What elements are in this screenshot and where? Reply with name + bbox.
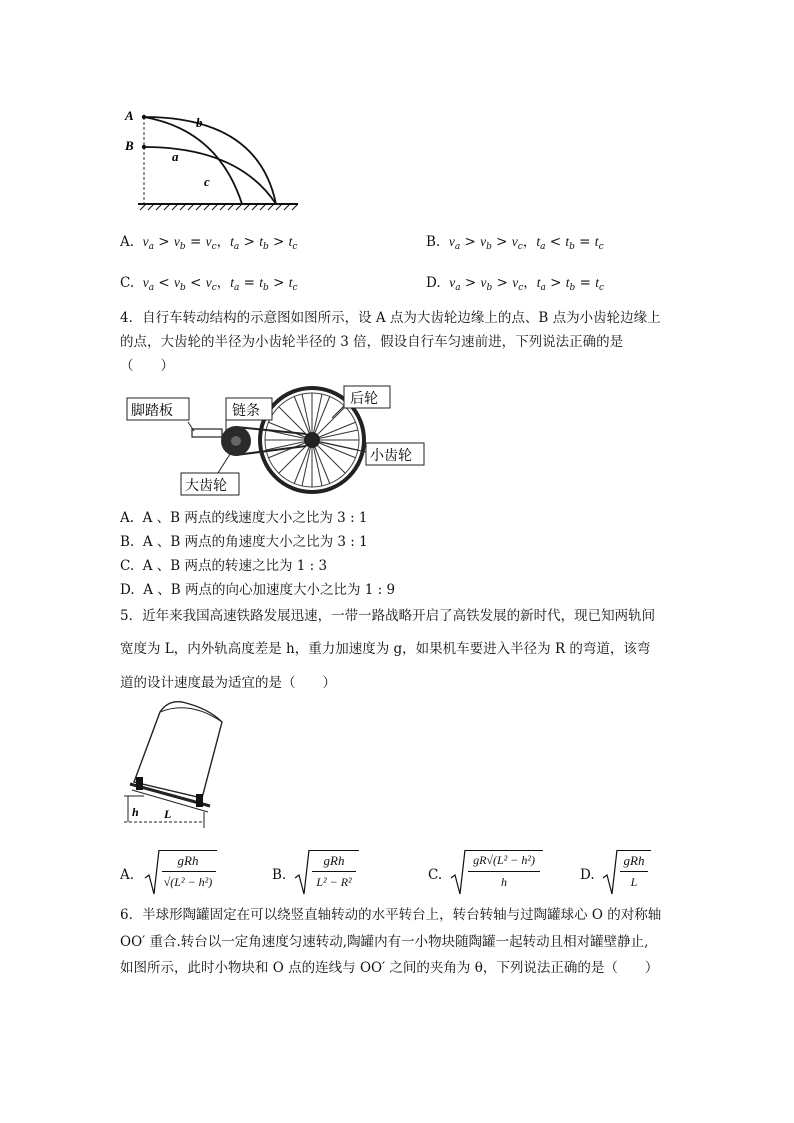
q4-option-c: C. A 、B 两点的转速之比为 1 : 3 [120, 558, 328, 574]
label-rear-wheel: 后轮 [350, 392, 378, 407]
q5-option-b: B. gRh L² − R² [272, 848, 372, 898]
label-small-gear: 小齿轮 [370, 449, 412, 464]
q4-option-b: B. A 、B 两点的角速度大小之比为 3 : 1 [120, 534, 368, 550]
q3-option-c: C. $v_a < v_b < v_c$，$t_a = t_b > t_c$ [120, 275, 298, 293]
label-pedal: 脚踏板 [131, 404, 173, 419]
train-curve-figure [120, 700, 232, 830]
q6-line-2: OO′ 重合.转台以一定角速度匀速转动,陶罐内有一小物块随陶罐一起转动且相对罐壁静止, [120, 934, 649, 950]
q4-option-d: D. A 、B 两点的向心加速度大小之比为 1 : 9 [120, 582, 396, 598]
label-a: a [172, 149, 179, 164]
label-big-gear: 大齿轮 [185, 479, 227, 494]
label-chain: 链条 [232, 404, 260, 419]
q6-line-3: 如图所示，此时小物块和 O 点的连线与 OO′ 之间的夹角为 θ，下列说法正确的是（ ） [120, 960, 659, 976]
q3-option-d: D. $v_a > v_b > v_c$，$t_a > t_b = t_c$ [426, 275, 605, 293]
bicycle-gear-figure [126, 384, 426, 498]
projectile-figure [118, 100, 308, 215]
q5-line-3: 道的设计速度最为适宜的是（ ） [120, 675, 336, 691]
q5-option-d: D. gRh L [580, 848, 660, 898]
q3-option-a: A. $v_a > v_b = v_c$，$t_a > t_b > t_c$ [120, 234, 298, 252]
label-h: h [132, 805, 139, 819]
label-b: b [196, 115, 203, 130]
q4-line-1: 4．自行车转动结构的示意图如图所示，设 A 点为大齿轮边缘上的点、B 点为小齿轮边缘上 [120, 310, 661, 326]
q4-option-a: A. A 、B 两点的线速度大小之比为 3 : 1 [120, 510, 368, 526]
q5-option-a: A. gRh √(L² − h²) [120, 848, 230, 898]
q5-option-c: C. gR√(L² − h²) h [428, 848, 548, 898]
label-B: B [125, 138, 134, 153]
q4-line-3: （ ） [120, 358, 174, 374]
q5-line-2: 宽度为 L，内外轨高度差是 h，重力加速度为 g，如果机车要进入半径为 R 的弯道，该弯 [120, 641, 651, 657]
label-L: L [164, 807, 172, 821]
q3-option-b: B. $v_a > v_b > v_c$，$t_a < t_b = t_c$ [426, 234, 604, 252]
q5-line-1: 5．近年来我国高速铁路发展迅速，一带一路战略开启了高铁发展的新时代，现已知两轨间 [120, 608, 656, 624]
label-A: A [125, 108, 134, 123]
q4-line-2: 的点，大齿轮的半径为小齿轮半径的 3 倍，假设自行车匀速前进，下列说法正确的是 [120, 334, 624, 350]
q6-line-1: 6．半球形陶罐固定在可以绕竖直轴转动的水平转台上，转台转轴与过陶罐球心 O 的对称轴 [120, 907, 662, 923]
label-c: c [204, 174, 210, 189]
